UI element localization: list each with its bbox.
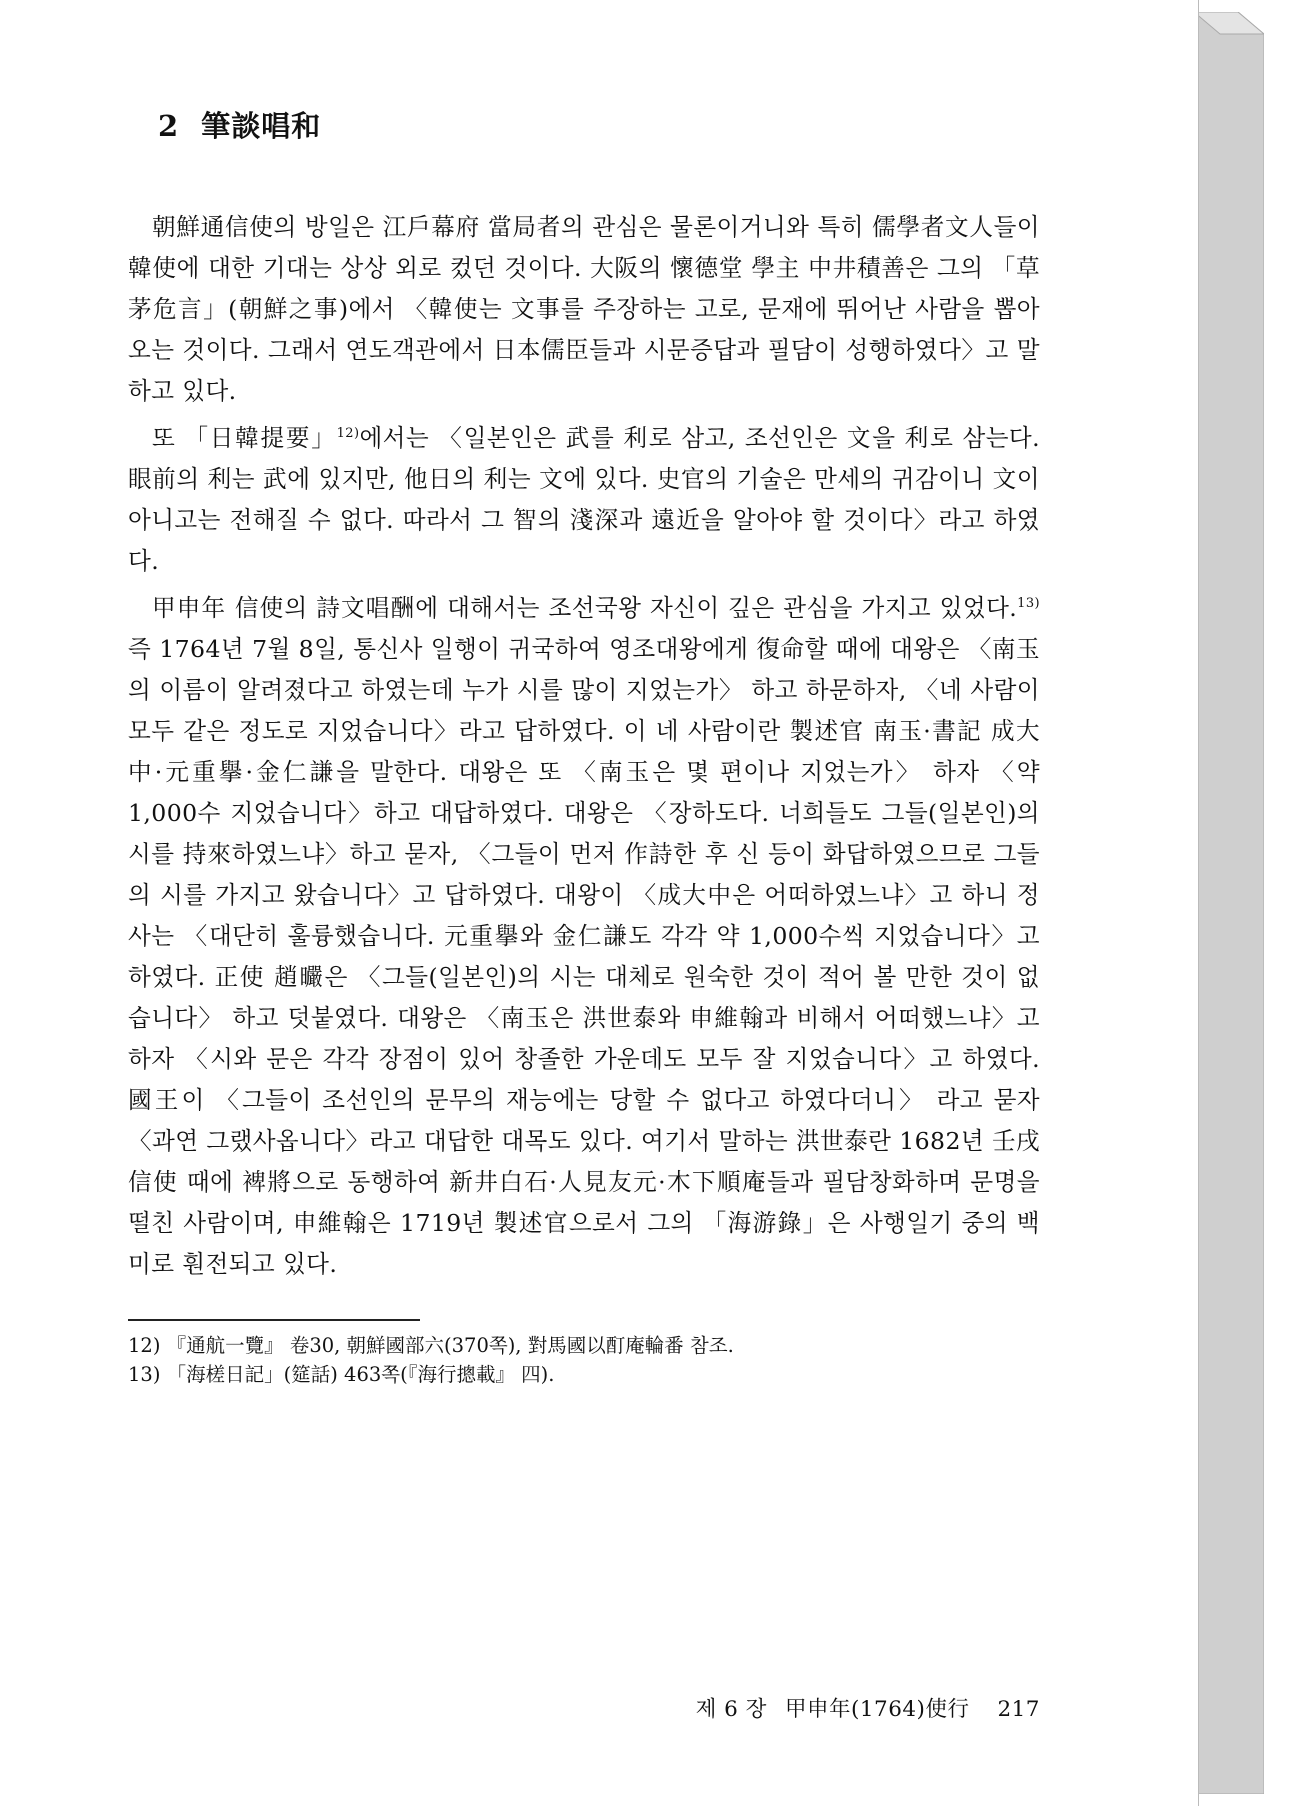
footnote-ref-12: 12) — [336, 426, 360, 441]
paragraph-text: 甲申年 信使의 詩文唱酬에 대해서는 조선국왕 자신이 깊은 관심을 가지고 있었다. — [152, 594, 1018, 622]
paragraph-text: 또 「日韓提要」 — [152, 424, 337, 452]
footnote-13: 13) 「海槎日記」(筵話) 463쪽(『海行摠載』 四). — [128, 1363, 555, 1386]
section-number: 2 — [158, 109, 180, 143]
book-page-edge — [1194, 12, 1264, 1794]
page-number: 217 — [997, 1697, 1040, 1722]
paragraph — [128, 207, 1040, 412]
footnote-12: 12) 『通航一覽』 卷30, 朝鮮國部六(370쪽), 對馬國以酊庵輪番 참조. — [128, 1334, 734, 1357]
paragraph-text-continued: 즉 1764년 7월 8일, 통신사 일행이 귀국하여 영조대왕에게 復命할 때에 대왕은 〈南玉의 이름이 알려졌다고 하였는데 누가 시를 많이 지었는가〉 하고 하문하자, 〈네 사람이 모두 같은 정도로 지었습니다〉라고 답하였다. 이 네 사람이란 製述官 南玉·書記 成大中·元重擧·金仁謙을 말한다. 대왕은 또 〈南玉은 몇 편이나 지었는가〉 하자 〈약 1,000수 지었습니다〉하고 대답하였다. 대왕은 〈장하도다. 너희들도 그들(일본인)의 시를 持來하였느냐〉하고 묻자, 〈그들이 먼저 作詩한 후 신 등이 화답하였으므로 그들의 시를 가지고 왔습니다〉고 답하였다. 대왕이 〈成大中은 어떠하였느냐〉고 하니 정사는 〈대단히 훌륭했습니다. 元重擧와 金仁謙도 각각 약 1,000수씩 지었습니다〉고 하였다. 正使 趙曮은 〈그들(일본인)의 시는 대체로 원숙한 것이 적어 볼 만한 것이 없습니다〉 하고 덧붙였다. 대왕은 〈南玉은 洪世泰와 申維翰과 비해서 어떠했느냐〉고 하자 〈시와 문은 각각 장점이 있어 창졸한 가운데도 모두 잘 지었습니다〉고 하였다. 國王이 〈그들이 조선인의 문무의 재능에는 당할 수 없다고 하였다더니〉 라고 묻자 〈과연 그랬사옵니다〉라고 대답한 대목도 있다. 여기서 말하는 洪世泰란 1682년 壬戌信使 때에 裨將으로 동행하여 新井白石·人見友元·木下順庵들과 필담창화하며 문명을 떨친 사람이며, 申維翰은 1719년 製述官으로서 그의 「海游錄」은 사행일기 중의 백미로 훤전되고 있다. — [128, 635, 1040, 1278]
section-title: 筆談唱和 — [201, 109, 322, 143]
page-content — [128, 104, 1041, 1722]
footer-chapter-title: 甲申年(1764)使行 — [784, 1697, 970, 1722]
footer-chapter: 제 6 장 — [695, 1697, 767, 1722]
footnote-divider — [128, 1319, 420, 1321]
section-heading — [158, 104, 1040, 145]
footnote-ref-13: 13) — [1017, 596, 1040, 611]
paragraph-text: 朝鮮通信使의 방일은 江戶幕府 當局者의 관심은 물론이거니와 특히 儒學者文人들이 韓使에 대한 기대는 상상 외로 컸던 것이다. 大阪의 懷德堂 學主 中井積善은 그의 「草茅危言」(朝鮮之事)에서 〈韓使는 文事를 주장하는 고로, 문재에 뛰어난 사람을 뽑아 오는 것이다. 그래서 연도객관에서 日本儒臣들과 시문증답과 필담이 성행하였다〉고 말하고 있다. — [128, 213, 1040, 405]
paragraph — [128, 588, 1040, 1285]
running-footer — [696, 1692, 1040, 1723]
paragraph — [128, 418, 1040, 582]
paragraph-text-continued: 에서는 〈일본인은 武를 利로 삼고, 조선인은 文을 利로 삼는다. 眼前의 利는 武에 있지만, 他日의 利는 文에 있다. 史官의 기술은 만세의 귀감이니 文이 아니고는 전해질 수 없다. 따라서 그 智의 淺深과 遠近을 알아야 할 것이다〉라고 하였다. — [128, 424, 1041, 575]
